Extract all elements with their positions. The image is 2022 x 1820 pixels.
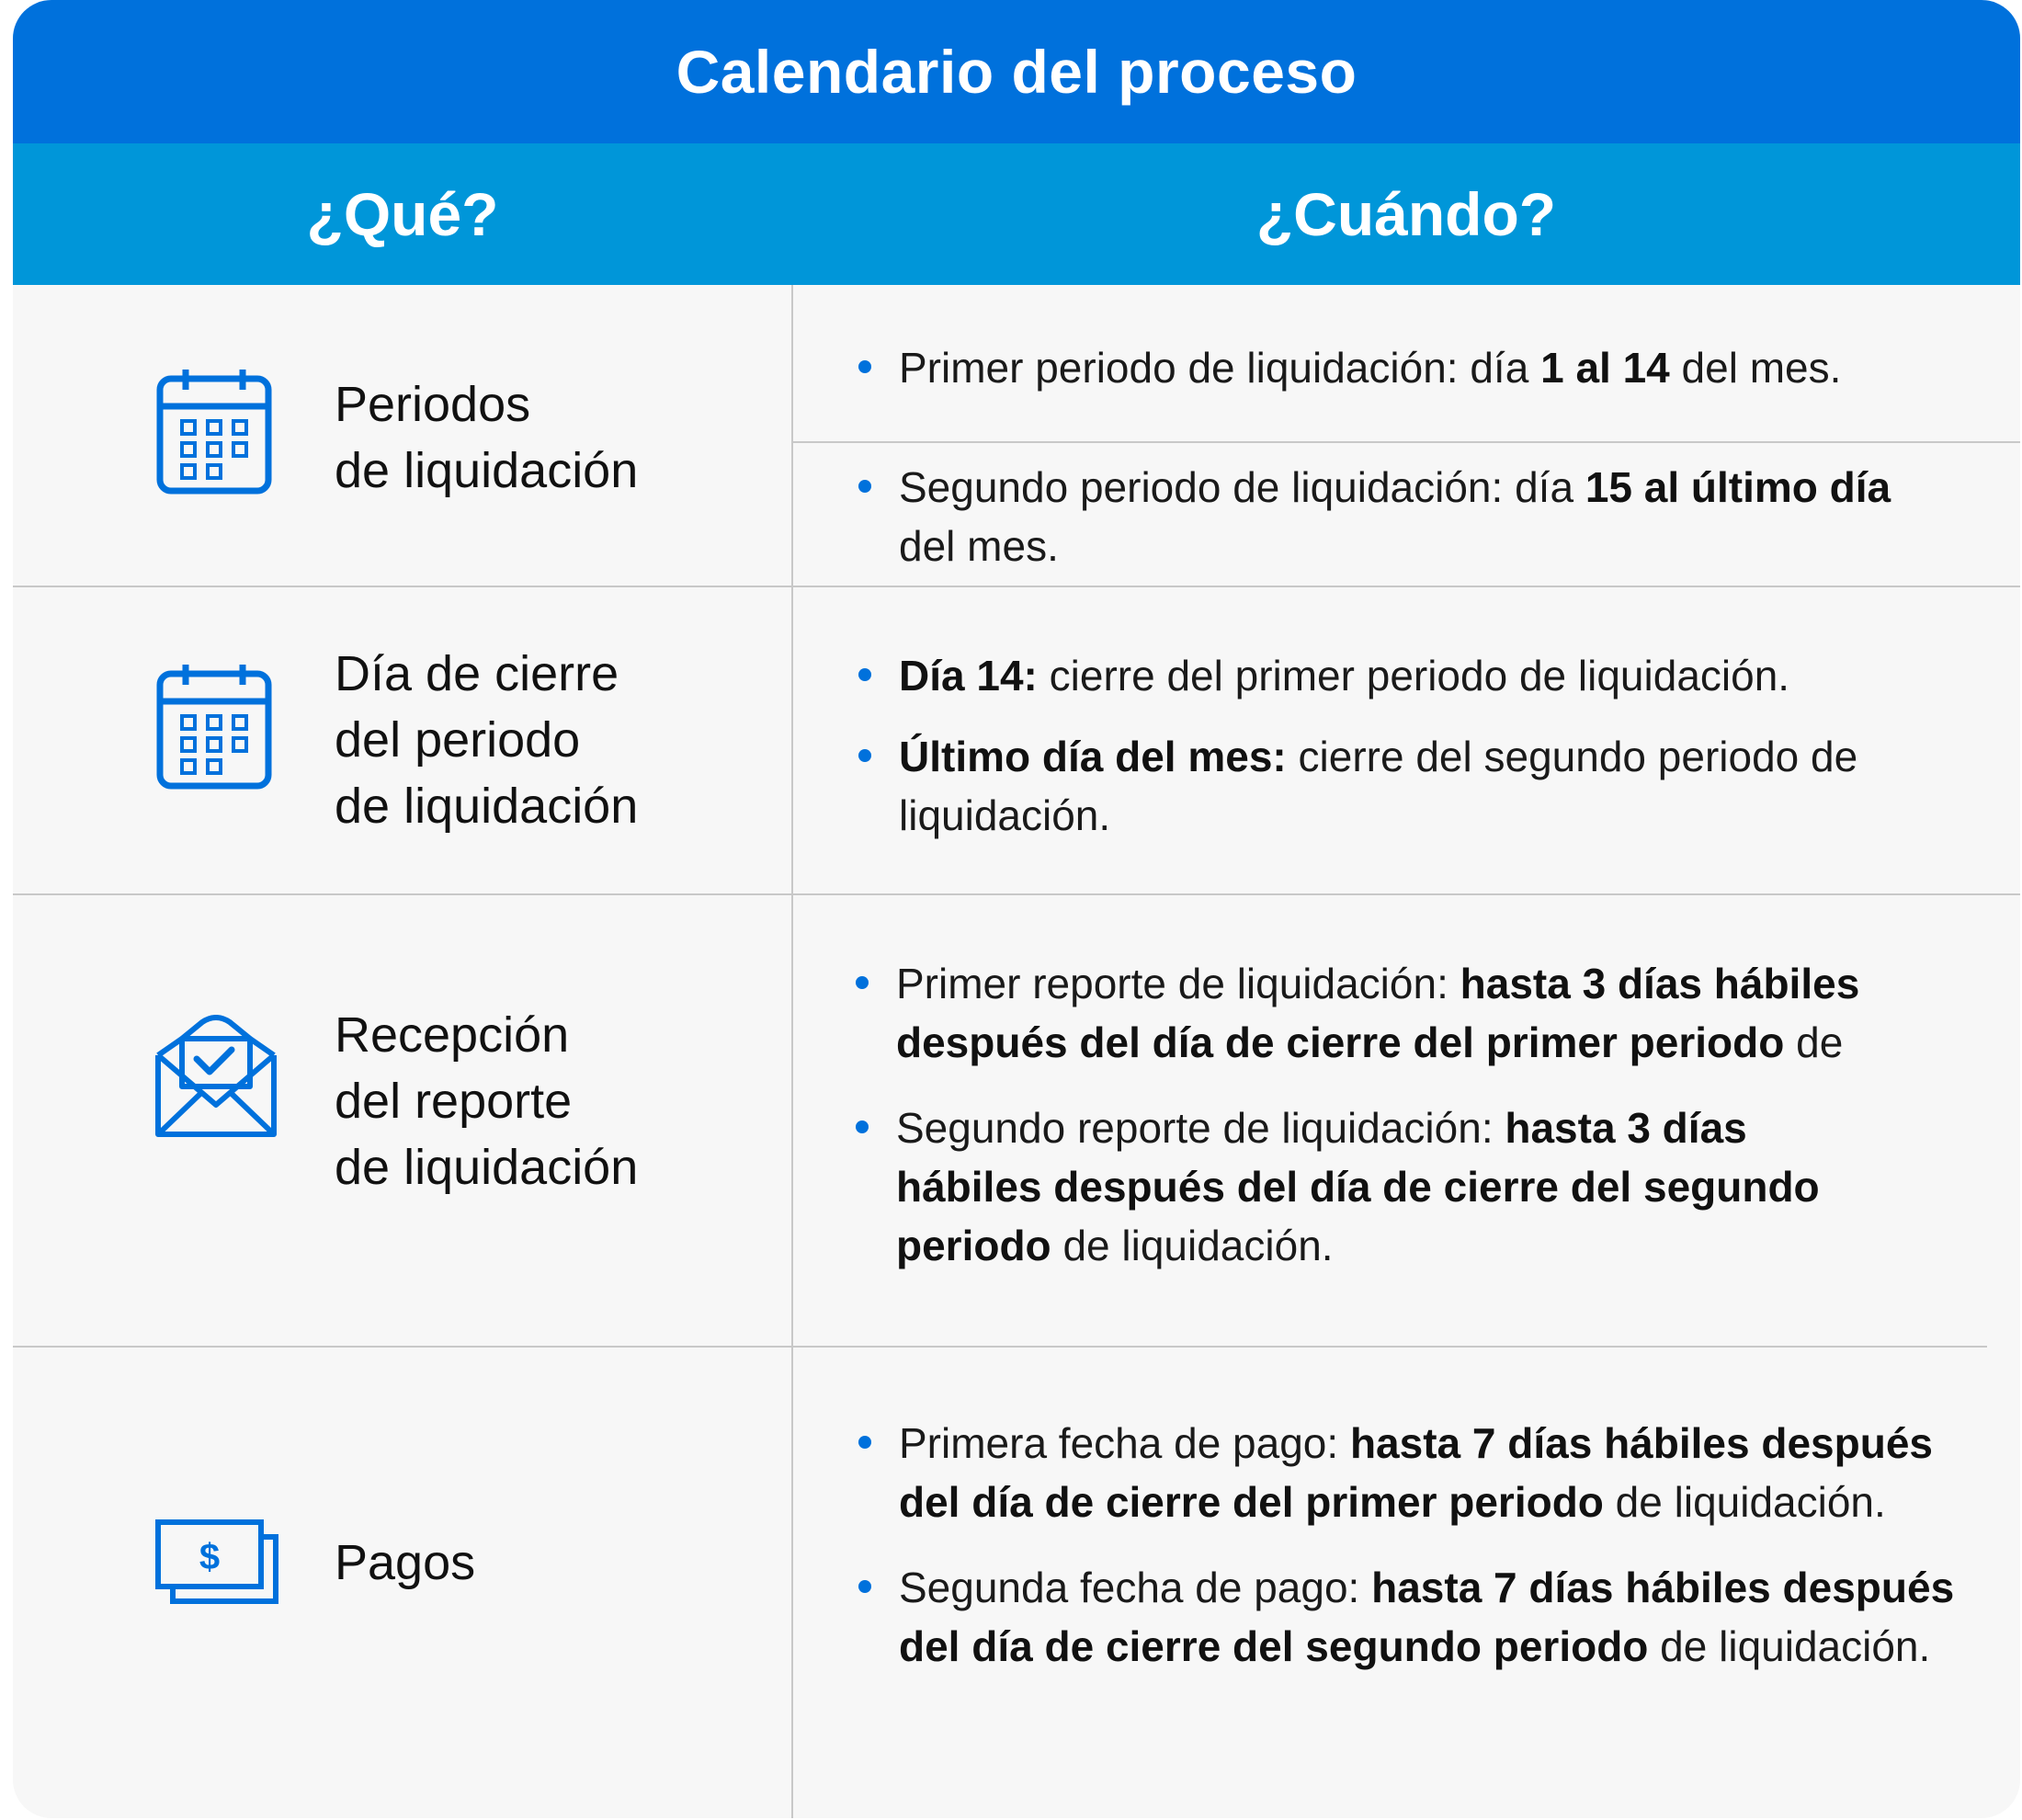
list-item: Segundo reporte de liquidación: hasta 3 días hábiles después del día de cierre del segundo periodo de liquidación. <box>896 1098 1861 1275</box>
row-label-line: de liquidación <box>335 443 639 498</box>
page-title: Calendario del proceso <box>676 38 1357 106</box>
bullet-dot <box>858 360 871 373</box>
row-label-payments <box>335 1530 475 1596</box>
row-label-line: del reporte <box>335 1074 573 1129</box>
calendar-icon <box>154 663 274 790</box>
row-label-line: Día de cierre <box>335 646 619 701</box>
bullet-dot <box>858 1436 871 1449</box>
bullet-dot <box>856 976 869 989</box>
list-item: Día 14: cierre del primer periodo de liquidación. <box>899 646 1993 705</box>
envelope-check-icon <box>154 1015 278 1138</box>
column-header-bar <box>13 143 2020 285</box>
bullet-dot <box>858 480 871 493</box>
header-what: ¿Qué? <box>306 180 499 248</box>
row-label-periods <box>335 371 638 504</box>
row-label-line: de liquidación <box>335 779 639 834</box>
bullet-dot <box>858 1580 871 1593</box>
bullet-dot <box>858 749 871 762</box>
calendar-icon <box>154 368 274 495</box>
list-item: Último día del mes: cierre del segundo periodo de liquidación. <box>899 727 1956 845</box>
process-calendar-card <box>13 0 2020 1818</box>
row-label-line: Periodos <box>335 377 531 432</box>
row-divider <box>13 893 2020 895</box>
svg-text:$: $ <box>199 1537 221 1577</box>
row-label-line: de liquidación <box>335 1140 639 1195</box>
column-divider <box>791 285 793 1818</box>
row-divider <box>13 586 2020 587</box>
row-label-closing-day <box>335 641 638 839</box>
row-label-report-receipt <box>335 1002 638 1200</box>
bullet-dot <box>856 1120 869 1133</box>
list-item: Segunda fecha de pago: hasta 7 días hábiles después del día de cierre del segundo periodo de liquidación. <box>899 1558 1993 1676</box>
sub-row-divider <box>792 441 2020 443</box>
list-item: Primer reporte de liquidación: hasta 3 días hábiles después del día de cierre del primer periodo de <box>896 954 1953 1072</box>
row-label-line: del periodo <box>335 712 581 768</box>
title-bar <box>13 0 2020 143</box>
bullet-dot <box>858 668 871 681</box>
list-item: Primera fecha de pago: hasta 7 días hábiles después del día de cierre del primer periodo de liquidación. <box>899 1414 1993 1531</box>
row-label-line: Recepción <box>335 1007 570 1063</box>
list-item: Segundo periodo de liquidación: día 15 al último día del mes. <box>899 458 1937 575</box>
money-bill-icon <box>154 1519 279 1607</box>
header-when: ¿Cuándo? <box>1255 180 1557 248</box>
row-divider <box>13 1346 1987 1348</box>
list-item: Primer periodo de liquidación: día 1 al 14 del mes. <box>899 338 1993 397</box>
row-label-line: Pagos <box>335 1535 476 1590</box>
